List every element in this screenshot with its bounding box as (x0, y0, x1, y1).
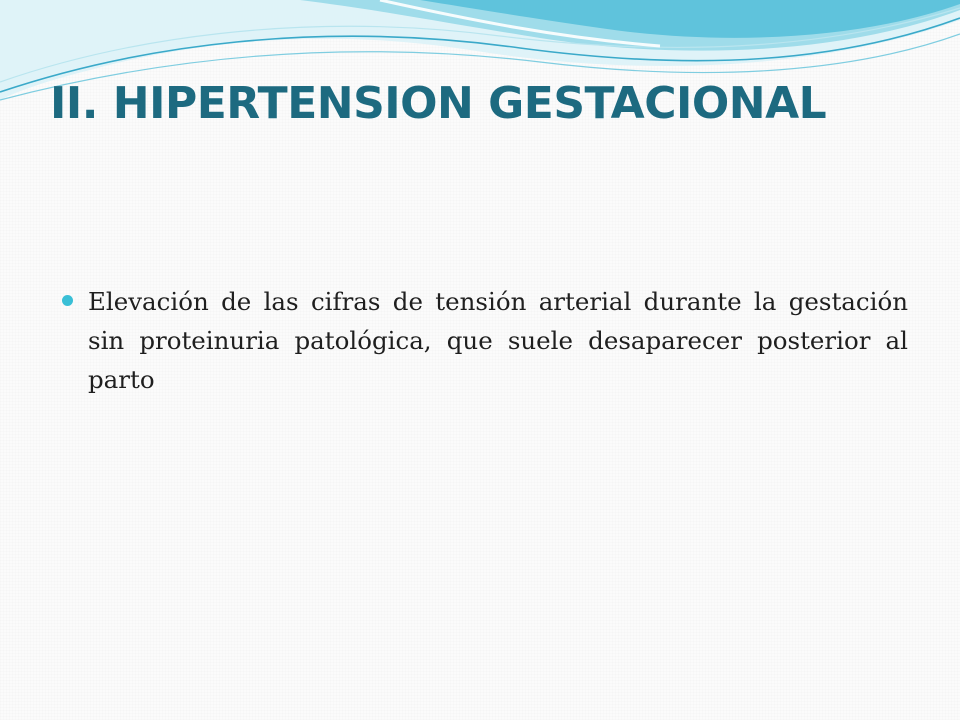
bullet-text: Elevación de las cifras de tensión arterial durante la gestación sin proteinuria patológica, que suele desaparecer posterior al parto (88, 287, 908, 394)
slide-title: II. HIPERTENSION GESTACIONAL (50, 78, 827, 129)
bullet-item (62, 282, 908, 399)
bullet-dot-icon (62, 295, 73, 306)
bullet-list (62, 282, 908, 399)
